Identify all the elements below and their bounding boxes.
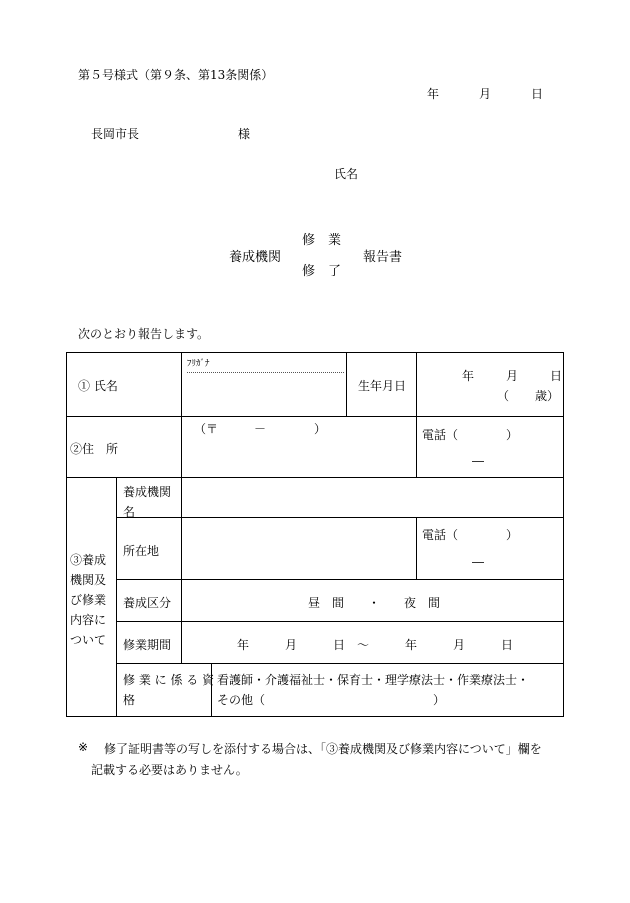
title-upper: 修 業 bbox=[302, 233, 342, 248]
address-phone-dash: ― bbox=[472, 454, 484, 468]
location-phone-dash: ― bbox=[472, 555, 484, 569]
birth-month-label: 月 bbox=[506, 369, 519, 383]
location-phone-label: 電話（ ） bbox=[422, 528, 519, 542]
addressee: 長岡市長 bbox=[91, 127, 140, 141]
date-day-label: 日 bbox=[531, 87, 544, 101]
institution-name-label: 養成機関 名 bbox=[123, 485, 172, 519]
section3-label: ③養成 機関及 び修業 内容に ついて bbox=[70, 553, 107, 647]
title-lower: 修 了 bbox=[302, 264, 342, 279]
location-label: 所在地 bbox=[123, 544, 160, 558]
name-row-label: ① 氏名 bbox=[78, 379, 118, 393]
age-open: （ bbox=[497, 389, 510, 403]
date-year-label: 年 bbox=[427, 87, 440, 101]
applicant-name-label: 氏名 bbox=[334, 167, 359, 181]
category-label: 養成区分 bbox=[123, 596, 172, 610]
date-month-label: 月 bbox=[479, 87, 492, 101]
form-number: 第５号様式（第９条、第13条関係） bbox=[78, 68, 274, 82]
postal-code-field: （〒 － ） bbox=[194, 422, 327, 436]
intro-text: 次のとおり報告します。 bbox=[78, 327, 210, 341]
birth-day-label: 日 bbox=[550, 369, 563, 383]
furigana-label: ﾌﾘｶﾞﾅ bbox=[187, 359, 210, 369]
age-close: 歳） bbox=[535, 389, 560, 403]
address-row-label: ②住 所 bbox=[70, 442, 119, 456]
title-right: 報告書 bbox=[363, 250, 403, 265]
title-left: 養成機関 bbox=[229, 250, 282, 265]
category-value: 昼 間 ・ 夜 間 bbox=[308, 596, 441, 610]
note-line-1: 修了証明書等の写しを添付する場合は、「③養成機関及び修業内容について」欄を bbox=[104, 742, 542, 756]
period-value: 年 月 日 ～ 年 月 日 bbox=[237, 638, 514, 652]
note-mark: ※ bbox=[78, 740, 89, 754]
honorific: 様 bbox=[238, 127, 251, 141]
qualification-options: 看護師・介護福祉士・保育士・理学療法士・作業療法士・ その他（ ） bbox=[217, 673, 530, 707]
qualification-label: 修 業 に 係 る 資 格 bbox=[123, 673, 215, 707]
report-form-table bbox=[66, 352, 564, 717]
birthdate-label: 生年月日 bbox=[358, 379, 407, 393]
birth-year-label: 年 bbox=[462, 369, 475, 383]
note-line-2: 記載する必要はありません。 bbox=[91, 763, 248, 777]
period-label: 修業期間 bbox=[123, 638, 172, 652]
address-phone-label: 電話（ ） bbox=[422, 428, 519, 442]
